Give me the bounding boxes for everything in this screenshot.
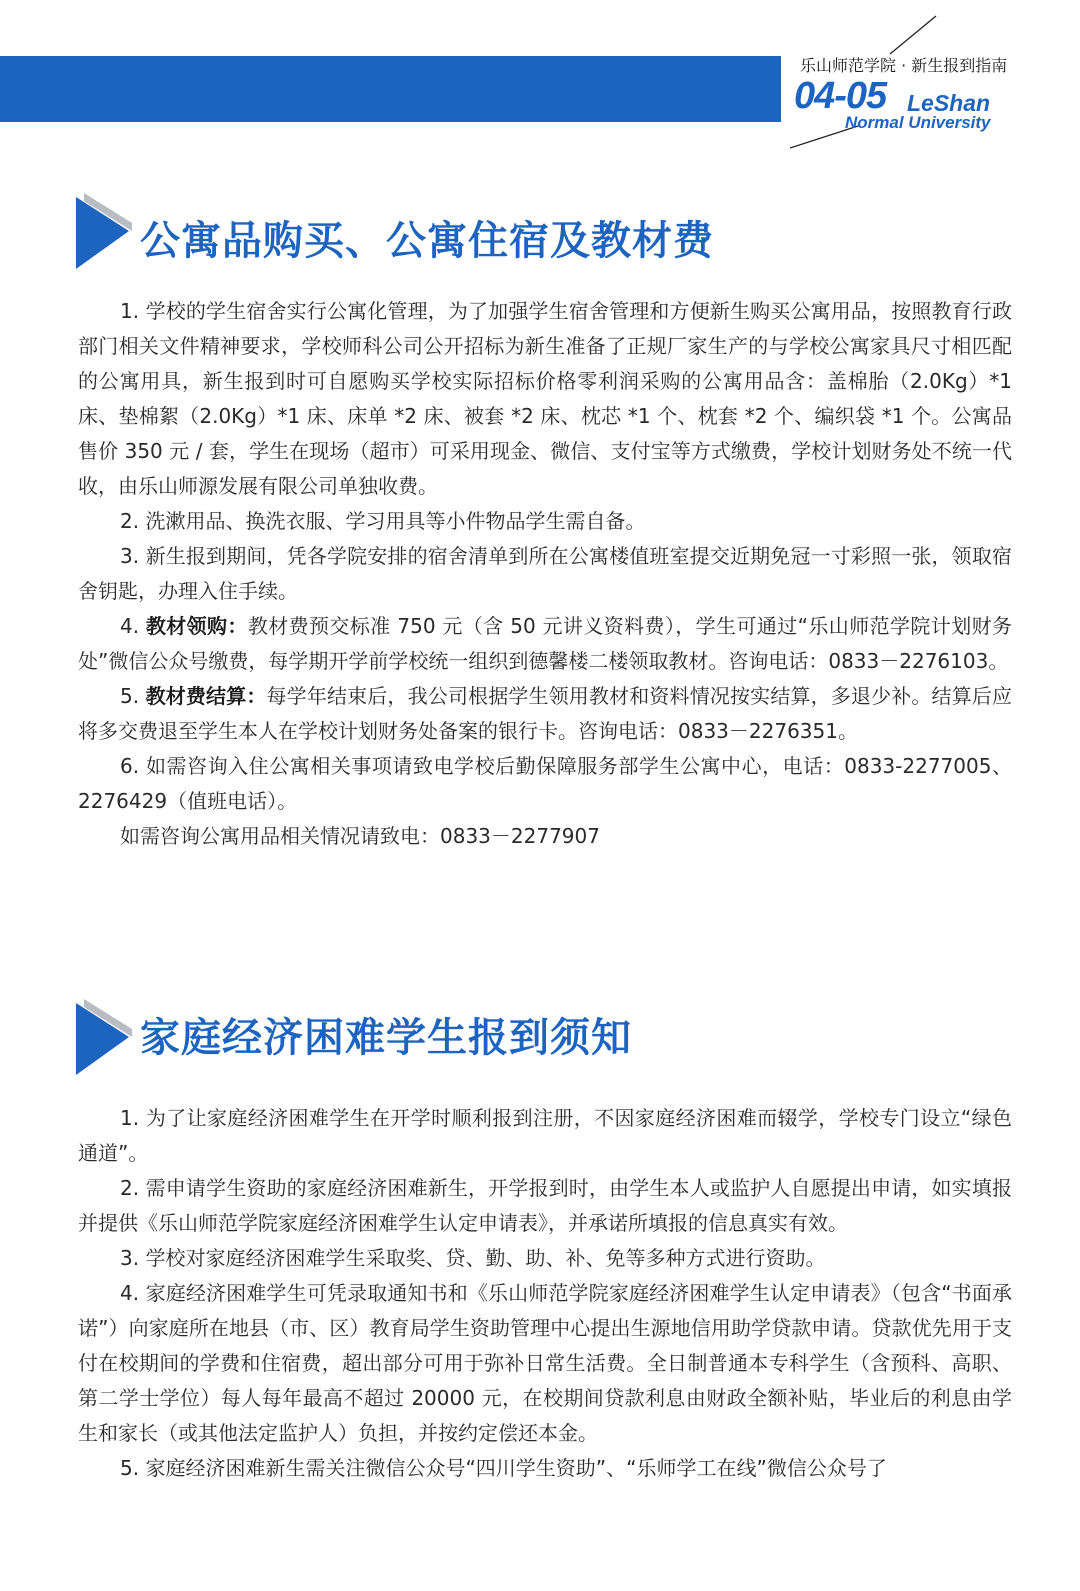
paragraph-bold-label: 教材费结算： (145, 684, 267, 708)
paragraph: 4. 家庭经济困难学生可凭录取通知书和《乐山师范学院家庭经济困难学生认定申请表》（包含“书面承诺”）向家庭所在地县（市、区）教育局学生资助管理中心提出生源地信用助学贷款申请。贷款优先用于支付在校期间的学费和住宿费，超出部分可用于弥补日常生活费。全日制普通本专科学生（含预科、高职、第二学士学位）每人每年最高不超过 20000 元，在校期间贷款利息由财政全额补贴，毕业后的利息由学生和家长（或其他法定监护人）负担，并按约定偿还本金。 (78, 1281, 1012, 1445)
section-body-financial-aid (78, 1101, 1012, 1486)
school-name-en-line2: Normal University (845, 113, 991, 132)
paragraph: 3. 新生报到期间，凭各学院安排的宿舍清单到所在公寓楼值班室提交近期免冠一寸彩照一张，领取宿舍钥匙，办理入住手续。 (78, 544, 1012, 603)
paragraph: 5. 家庭经济困难新生需关注微信公众号“四川学生资助”、“乐师学工在线”微信公众号了 (120, 1456, 887, 1480)
guide-subtitle: 乐山师范学院 · 新生报到指南 (800, 56, 1008, 75)
paragraph (78, 679, 1012, 749)
paragraph: 1. 为了让家庭经济困难学生在开学时顺利报到注册，不因家庭经济困难而辍学，学校专门设立“绿色通道”。 (78, 1106, 1012, 1165)
header-banner-bar (0, 56, 781, 122)
paragraph: 如需咨询公寓用品相关情况请致电：0833－2277907 (120, 824, 600, 848)
paragraph (78, 609, 1012, 679)
paragraph: 3. 学校对家庭经济困难学生采取奖、贷、勤、助、补、免等多种方式进行资助。 (120, 1246, 826, 1270)
paragraph: 2. 需申请学生资助的家庭经济困难新生，开学报到时，由学生本人或监护人自愿提出申请，如实填报并提供《乐山师范学院家庭经济困难学生认定申请表》，并承诺所填报的信息真实有效。 (78, 1176, 1012, 1235)
section-arrow-icon (74, 999, 144, 1079)
section-title-financial-aid: 家庭经济困难学生报到须知 (140, 1015, 632, 1061)
section-arrow-icon (74, 193, 144, 273)
paragraph-text: 每学年结束后，我公司根据学生领用教材和资料情况按实结算，多退少补。结算后应将多交费退至学生本人在学校计划财务处备案的银行卡。咨询电话：0833－2276351。 (78, 684, 1012, 743)
paragraph-number: 5. (120, 684, 146, 708)
section-body-apartment (78, 294, 1012, 854)
paragraph: 6. 如需咨询入住公寓相关事项请致电学校后勤保障服务部学生公寓中心，电话：0833-2277005、2276429（值班电话）。 (78, 754, 1012, 813)
section-title-apartment: 公寓品购买、公寓住宿及教材费 (140, 218, 714, 264)
paragraph-text: 教材费预交标准 750 元（含 50 元讲义资料费），学生可通过“乐山师范学院计划财务处”微信公众号缴费，每学期开学前学校统一组织到德馨楼二楼领取教材。咨询电话：0833－2276103。 (78, 614, 1012, 673)
paragraph: 2. 洗漱用品、换洗衣服、学习用具等小件物品学生需自备。 (120, 509, 646, 533)
school-name-en-line1: LeShan (907, 90, 991, 116)
paragraph: 1. 学校的学生宿舍实行公寓化管理，为了加强学生宿舍管理和方便新生购买公寓用品，按照教育行政部门相关文件精神要求，学校师科公司公开招标为新生准备了正规厂家生产的与学校公寓家具尺寸相匹配的公寓用具，新生报到时可自愿购买学校实际招标价格零利润采购的公寓用品含：盖棉胎（2.0Kg）*1 床、垫棉絮（2.0Kg）*1 床、床单 *2 床、被套 *2 床、枕芯 *1 个、枕套 *2 个、编织袋 *1 个。公寓品售价 350 元 / 套，学生在现场（超市）可采用现金、微信、支付宝等方式缴费，学校计划财务处不统一代收，由乐山师源发展有限公司单独收费。 (78, 299, 1012, 498)
paragraph-number: 4. (120, 614, 146, 638)
paragraph-bold-label: 教材领购： (145, 614, 248, 638)
page-numbers: 04-05 (794, 75, 887, 117)
